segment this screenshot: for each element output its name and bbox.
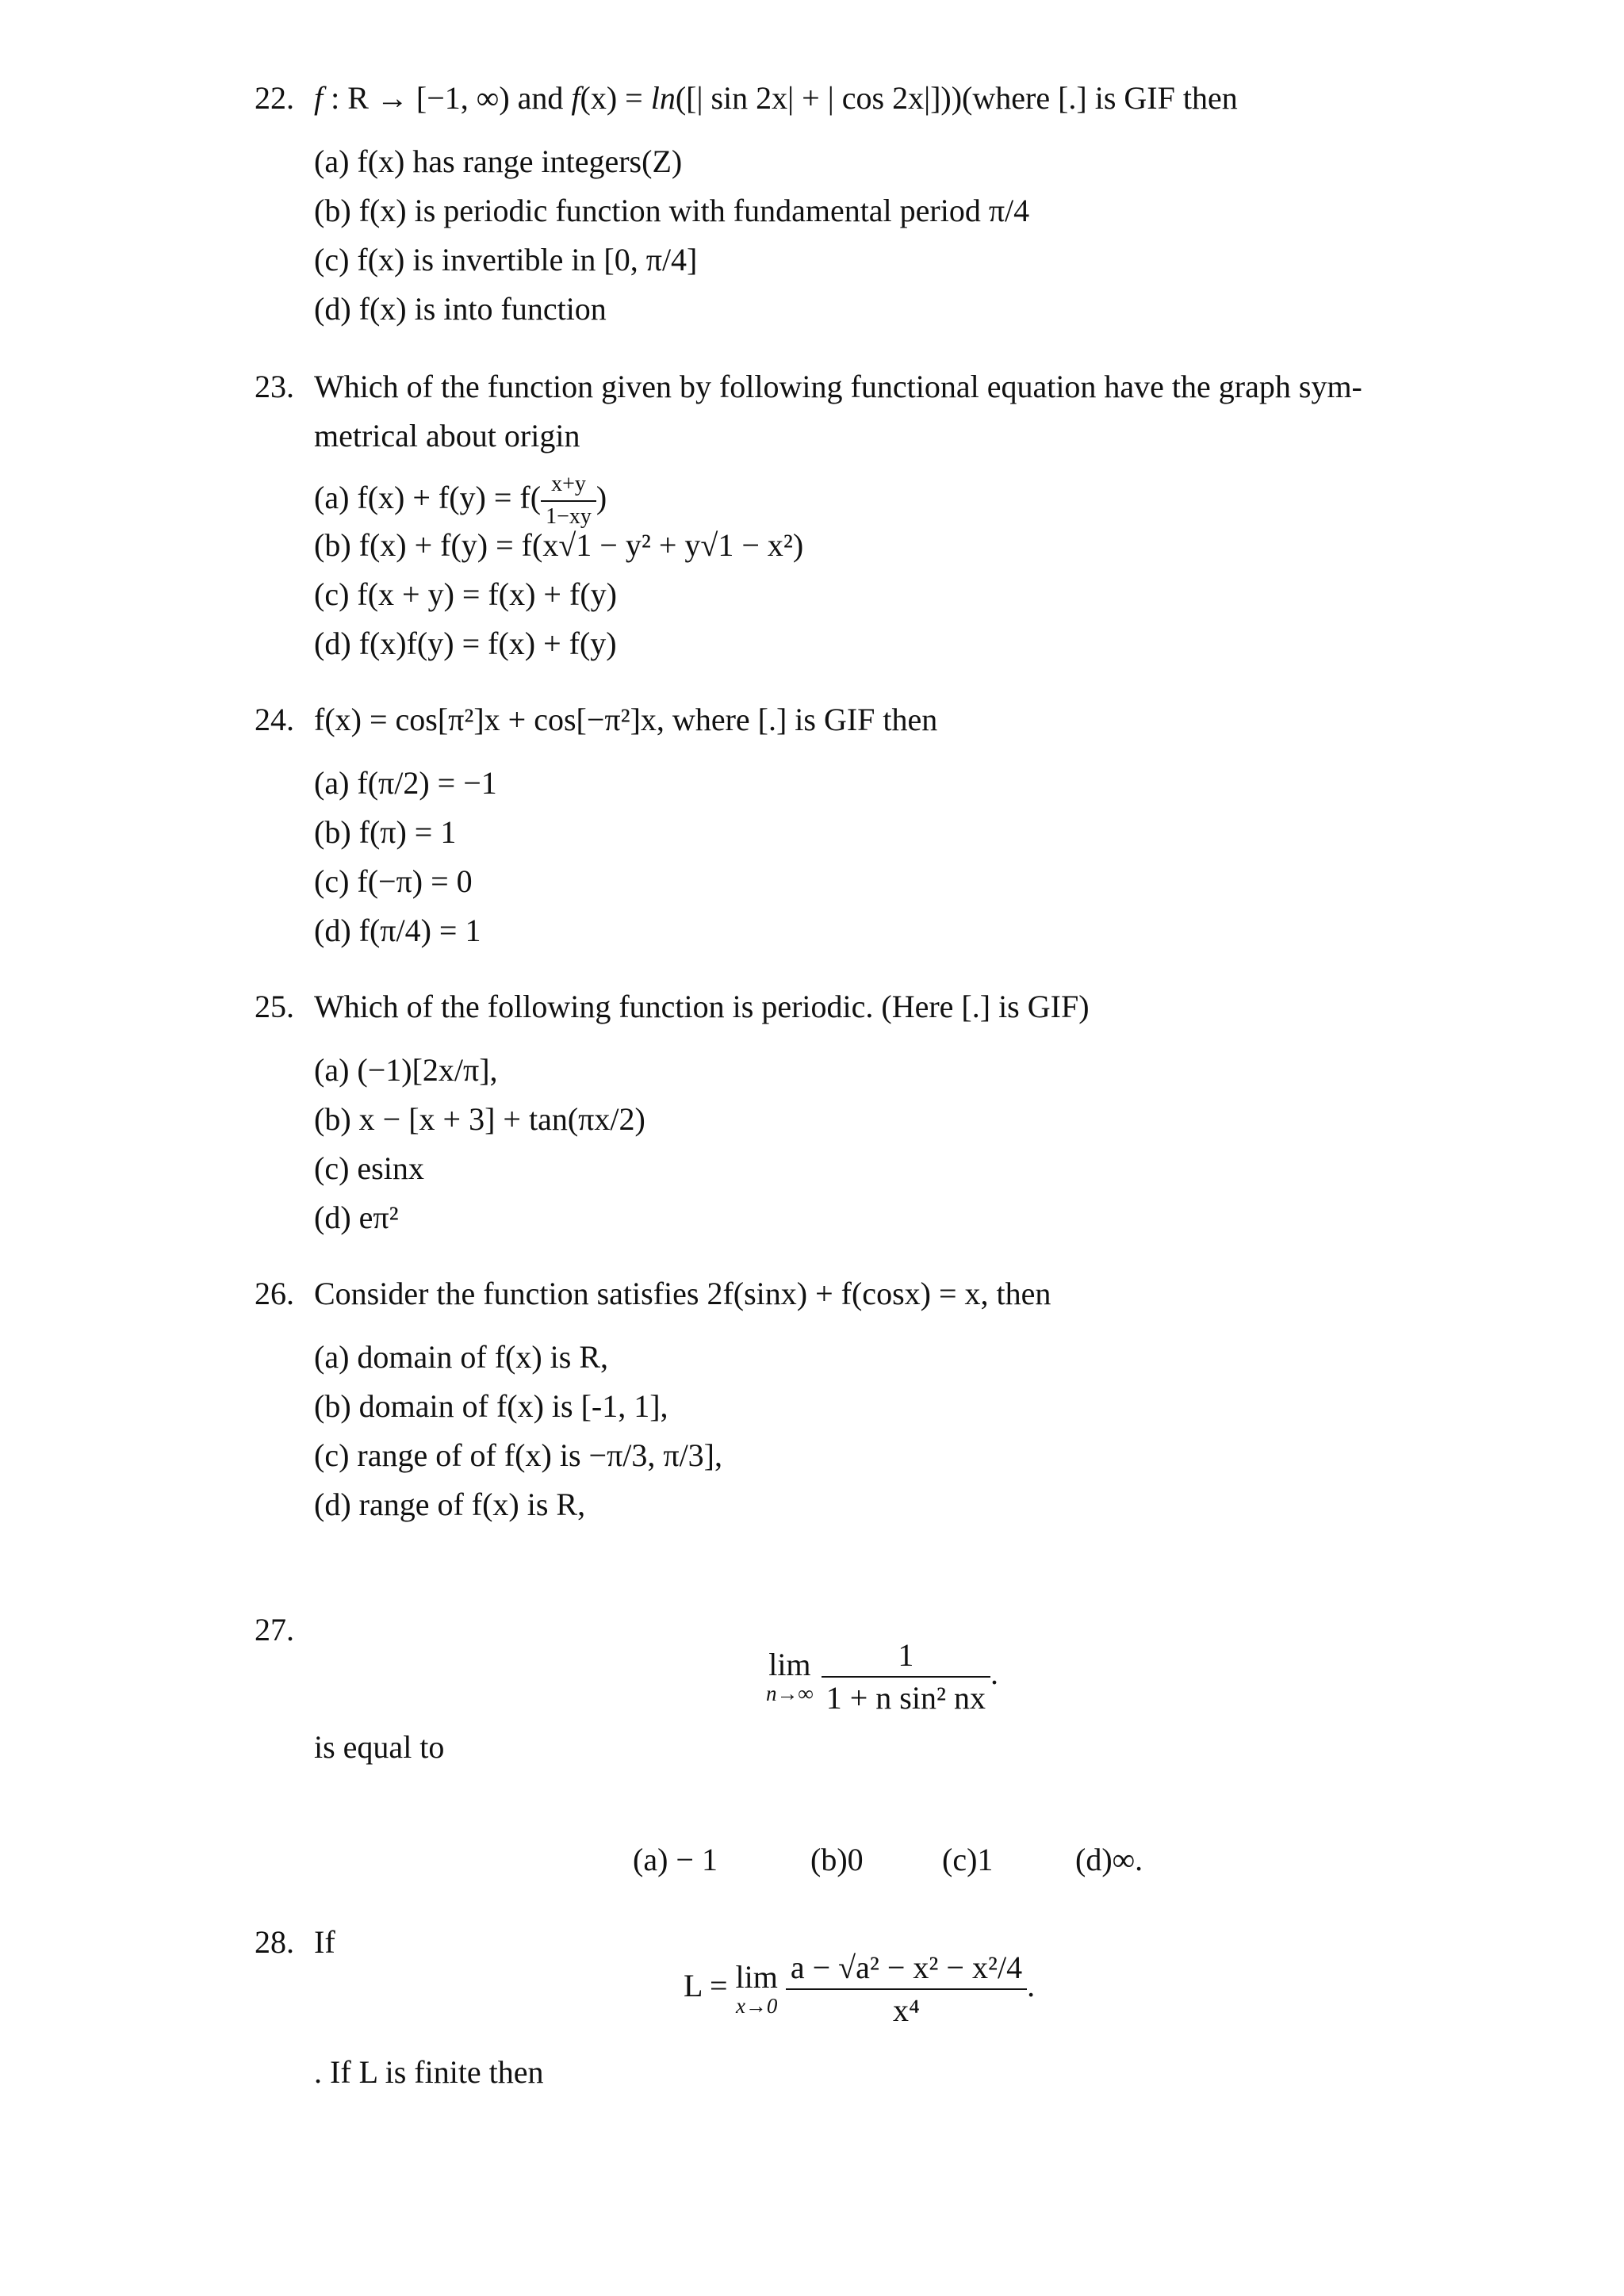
- fraction: $\frac{x+y}{1-xy}$: [541, 473, 596, 530]
- fraction: $\frac{1}{\text{1 + n sin² nx}}$: [822, 1638, 990, 1716]
- option-c: (c) range of of f(x) is −π/3, π/3],: [314, 1437, 722, 1473]
- option-c: (c) esinx: [314, 1150, 424, 1186]
- option-d: (d) f(x) is into function: [314, 291, 607, 327]
- option-d: (d) f(x)f(y) = f(x) + f(y): [314, 626, 617, 661]
- choice-c: (c)1: [942, 1842, 994, 1877]
- question-number: 25.: [255, 989, 294, 1024]
- option-d: (d) eπ²: [314, 1200, 399, 1235]
- question-stem-line-2: metrical about origin: [314, 418, 580, 453]
- limit-expression: L = lim x→0 $\frac{\text{a − √a² − x² − x²/4}}{\text{x⁴}}$ .: [684, 1950, 1036, 2028]
- option-b: (b) x − [x + 3] + tan(πx/2): [314, 1101, 645, 1137]
- option-a: (a) domain of f(x) is R,: [314, 1339, 609, 1375]
- option-c: (c) f(x) is invertible in [0, π/4]: [314, 242, 698, 277]
- option-b: (b) domain of f(x) is [-1, 1],: [314, 1388, 668, 1424]
- option-b: (b) f(π) = 1: [314, 814, 457, 850]
- option-a: (a) f(π/2) = −1: [314, 765, 497, 801]
- choice-d: (d)∞.: [1075, 1842, 1143, 1877]
- option-a: (a) f(x) + f(y) = f( $\frac{x+y}{1-xy}$ ): [314, 472, 607, 529]
- question-stem: Which of the following function is periodic. (Here [.] is GIF): [314, 989, 1090, 1024]
- question-tail: is equal to: [314, 1729, 445, 1765]
- limit-expression: lim n→∞ $\frac{1}{\text{1 + n sin² nx}}$ .: [766, 1637, 998, 1716]
- option-d: (d) range of f(x) is R,: [314, 1487, 586, 1522]
- limit-operator: lim n→∞: [766, 1647, 814, 1706]
- question-number: 22.: [255, 80, 294, 116]
- question-number: 23.: [255, 369, 294, 404]
- option-c: (c) f(x + y) = f(x) + f(y): [314, 576, 617, 612]
- question-stem: f : R → [−1, ∞) and f(x) = ln([| sin 2x| + | cos 2x|]))(where [.] is GIF then: [314, 80, 1238, 116]
- option-d: (d) f(π/4) = 1: [314, 913, 481, 948]
- question-number: 27.: [255, 1612, 294, 1647]
- option-a: (a) f(x) has range integers(Z): [314, 144, 683, 179]
- option-b: (b) f(x) is periodic function with fundamental period π/4: [314, 193, 1030, 228]
- question-number: 28.: [255, 1924, 294, 1960]
- option-b: (b) f(x) + f(y) = f(x√1 − y² + y√1 − x²): [314, 527, 804, 563]
- question-number: 26.: [255, 1276, 294, 1311]
- fraction: $\frac{\text{a − √a² − x² − x²/4}}{\text{x⁴}}$: [786, 1950, 1027, 2028]
- question-stem-line-1: Which of the function given by following functional equation have the graph sym-: [314, 369, 1362, 404]
- option-c: (c) f(−π) = 0: [314, 863, 473, 899]
- option-a: (a) (−1)[2x/π],: [314, 1052, 498, 1088]
- question-number: 24.: [255, 702, 294, 737]
- question-stem: f(x) = cos[π²]x + cos[−π²]x, where [.] is GIF then: [314, 702, 938, 737]
- question-stem: Consider the function satisfies 2f(sinx) + f(cosx) = x, then: [314, 1276, 1051, 1311]
- choice-b: (b)0: [810, 1842, 864, 1877]
- limit-operator: lim x→0: [735, 1959, 778, 2019]
- choice-a: (a) − 1: [633, 1842, 718, 1877]
- question-lead: If: [314, 1924, 335, 1960]
- question-tail: . If L is finite then: [314, 2054, 544, 2090]
